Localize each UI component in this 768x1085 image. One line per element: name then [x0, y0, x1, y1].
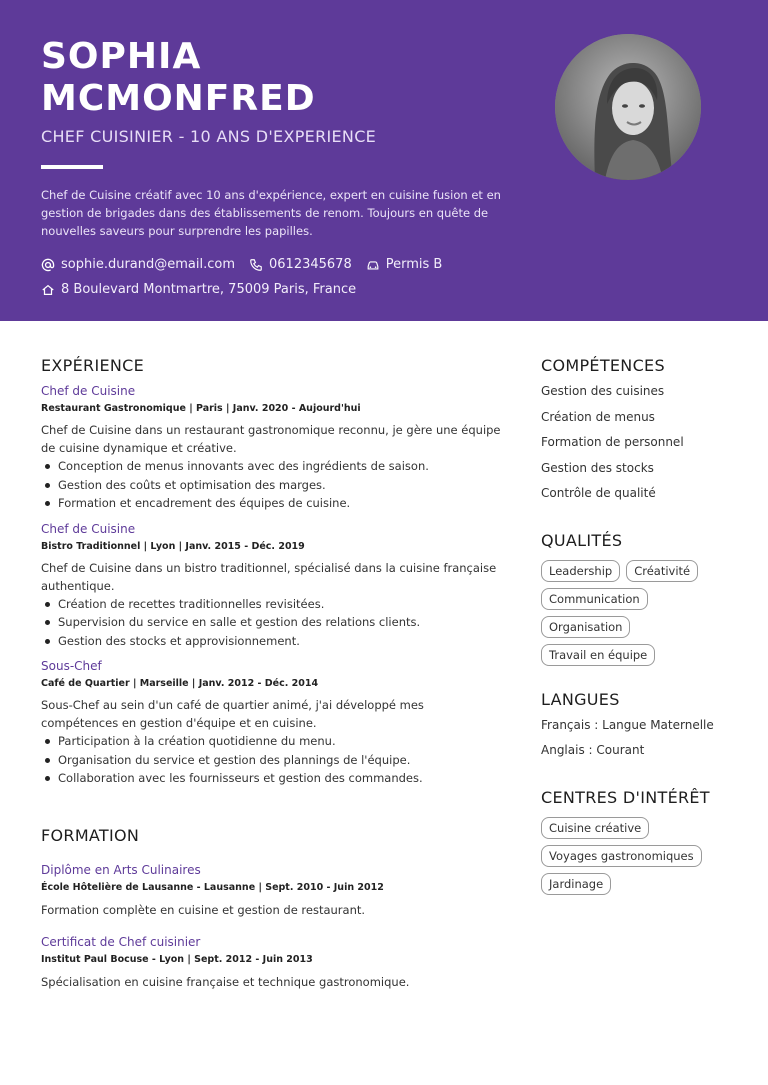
- job-bullets: [41, 595, 501, 651]
- job-meta: Restaurant Gastronomique | Paris | Janv. 2020 - Aujourd'hui: [41, 403, 361, 414]
- contact-home: [41, 282, 356, 297]
- name-first: SOPHIA: [41, 36, 202, 77]
- job-meta: Bistro Traditionnel | Lyon | Janv. 2015 - Déc. 2019: [41, 540, 305, 552]
- home-icon: [41, 283, 55, 297]
- contact-row: [41, 257, 456, 272]
- qualities-heading: QUALITÉS: [541, 530, 623, 550]
- profile-photo: [555, 34, 701, 180]
- list-item: Conception de menus innovants avec des ingrédients de saison.: [41, 457, 501, 476]
- job-meta: Café de Quartier | Marseille | Janv. 2012 - Déc. 2014: [41, 678, 319, 689]
- side-column: [541, 356, 741, 895]
- phone-icon: [249, 258, 263, 272]
- interest-tag: Jardinage: [541, 873, 611, 895]
- skills-heading: COMPÉTENCES: [541, 356, 665, 375]
- degree-title: Certificat de Chef cuisinier: [41, 934, 201, 949]
- list-item: Participation à la création quotidienne du menu.: [41, 732, 501, 751]
- degree-meta: Institut Paul Bocuse - Lyon | Sept. 2012 - Juin 2013: [41, 953, 313, 965]
- skill-item: Contrôle de qualité: [541, 486, 656, 500]
- job-bullets: [41, 457, 501, 513]
- car-icon: [366, 258, 380, 272]
- degree-meta: École Hôtelière de Lausanne - Lausanne | Sept. 2010 - Juin 2012: [41, 881, 384, 893]
- cv-header: [0, 0, 768, 321]
- job-bullets: [41, 732, 501, 788]
- main-column: [41, 356, 501, 989]
- quality-tag: Communication: [541, 588, 648, 610]
- education-entry: [41, 863, 501, 917]
- job-description: Chef de Cuisine dans un bistro traditionnel, spécialisé dans la cuisine française authentique.: [41, 560, 497, 593]
- education-entry: [41, 935, 501, 989]
- job-entry: [41, 384, 501, 513]
- at-icon: [41, 258, 55, 272]
- job-description: Chef de Cuisine dans un restaurant gastronomique reconnu, je gère une équipe de cuisine dynamique et créative.: [41, 423, 501, 455]
- name-last: MCMONFRED: [41, 78, 316, 119]
- candidate-name: [41, 36, 521, 120]
- job-title: Chef de Cuisine: [41, 521, 136, 536]
- degree-description: Spécialisation en cuisine française et technique gastronomique.: [41, 974, 410, 989]
- contact-phone: [249, 257, 352, 272]
- list-item: Supervision du service en salle et gestion des relations clients.: [41, 613, 501, 632]
- list-item: Formation et encadrement des équipes de cuisine.: [41, 494, 501, 513]
- skill-item: Gestion des stocks: [541, 460, 654, 475]
- list-item: Collaboration avec les fournisseurs et gestion des commandes.: [41, 769, 501, 788]
- skill-item: Formation de personnel: [541, 435, 684, 449]
- list-item: Gestion des coûts et optimisation des marges.: [41, 476, 501, 495]
- job-entry: [41, 659, 501, 788]
- list-item: Création de recettes traditionnelles revisitées.: [41, 595, 501, 614]
- contact-license: [366, 257, 443, 272]
- quality-tag: Travail en équipe: [541, 644, 655, 666]
- education-heading: FORMATION: [41, 825, 140, 845]
- license-text: Permis B: [385, 257, 443, 272]
- job-headline: CHEF CUISINIER - 10 ANS D'EXPERIENCE: [41, 127, 377, 146]
- portrait-image: [555, 34, 701, 180]
- skill-item: Création de menus: [541, 409, 655, 424]
- job-description: Sous-Chef au sein d'un café de quartier animé, j'ai développé mes compétences en gestion d'équipe et en cuisine.: [41, 698, 424, 730]
- address-text: 8 Boulevard Montmartre, 75009 Paris, France: [61, 282, 357, 297]
- quality-tag: Créativité: [626, 560, 698, 582]
- interest-tag: Voyages gastronomiques: [541, 845, 702, 867]
- phone-text: 0612345678: [269, 257, 352, 272]
- interest-tag: Cuisine créative: [541, 817, 649, 839]
- interests-tags: [541, 817, 741, 895]
- contact-email: [41, 257, 235, 272]
- job-title: Chef de Cuisine: [41, 384, 136, 398]
- language-item: Français : Langue Maternelle: [541, 717, 714, 732]
- list-item: Gestion des stocks et approvisionnement.: [41, 632, 501, 651]
- experience-heading: EXPÉRIENCE: [41, 356, 145, 375]
- contact-address: [41, 282, 370, 297]
- degree-title: Diplôme en Arts Culinaires: [41, 862, 201, 877]
- list-item: Organisation du service et gestion des plannings de l'équipe.: [41, 751, 501, 770]
- profile-summary: Chef de Cuisine créatif avec 10 ans d'expérience, expert en cuisine fusion et en gestion de brigades dans des établissements de renom. Toujours en quête de nouvelles saveurs pour surprendre les papilles.: [41, 188, 501, 238]
- quality-tag: Leadership: [541, 560, 620, 582]
- degree-description: Formation complète en cuisine et gestion de restaurant.: [41, 902, 366, 917]
- languages-list: [541, 713, 741, 764]
- interests-heading: CENTRES D'INTÉRÊT: [541, 787, 710, 807]
- job-title: Sous-Chef: [41, 659, 102, 673]
- quality-tag: Organisation: [541, 616, 630, 638]
- language-item: Anglais : Courant: [541, 743, 645, 757]
- email-text: sophie.durand@email.com: [61, 257, 236, 272]
- job-entry: [41, 522, 501, 651]
- languages-heading: LANGUES: [541, 689, 620, 709]
- header-divider: [41, 165, 103, 169]
- skills-list: [541, 379, 741, 507]
- qualities-tags: [541, 560, 731, 666]
- skill-item: Gestion des cuisines: [541, 384, 665, 398]
